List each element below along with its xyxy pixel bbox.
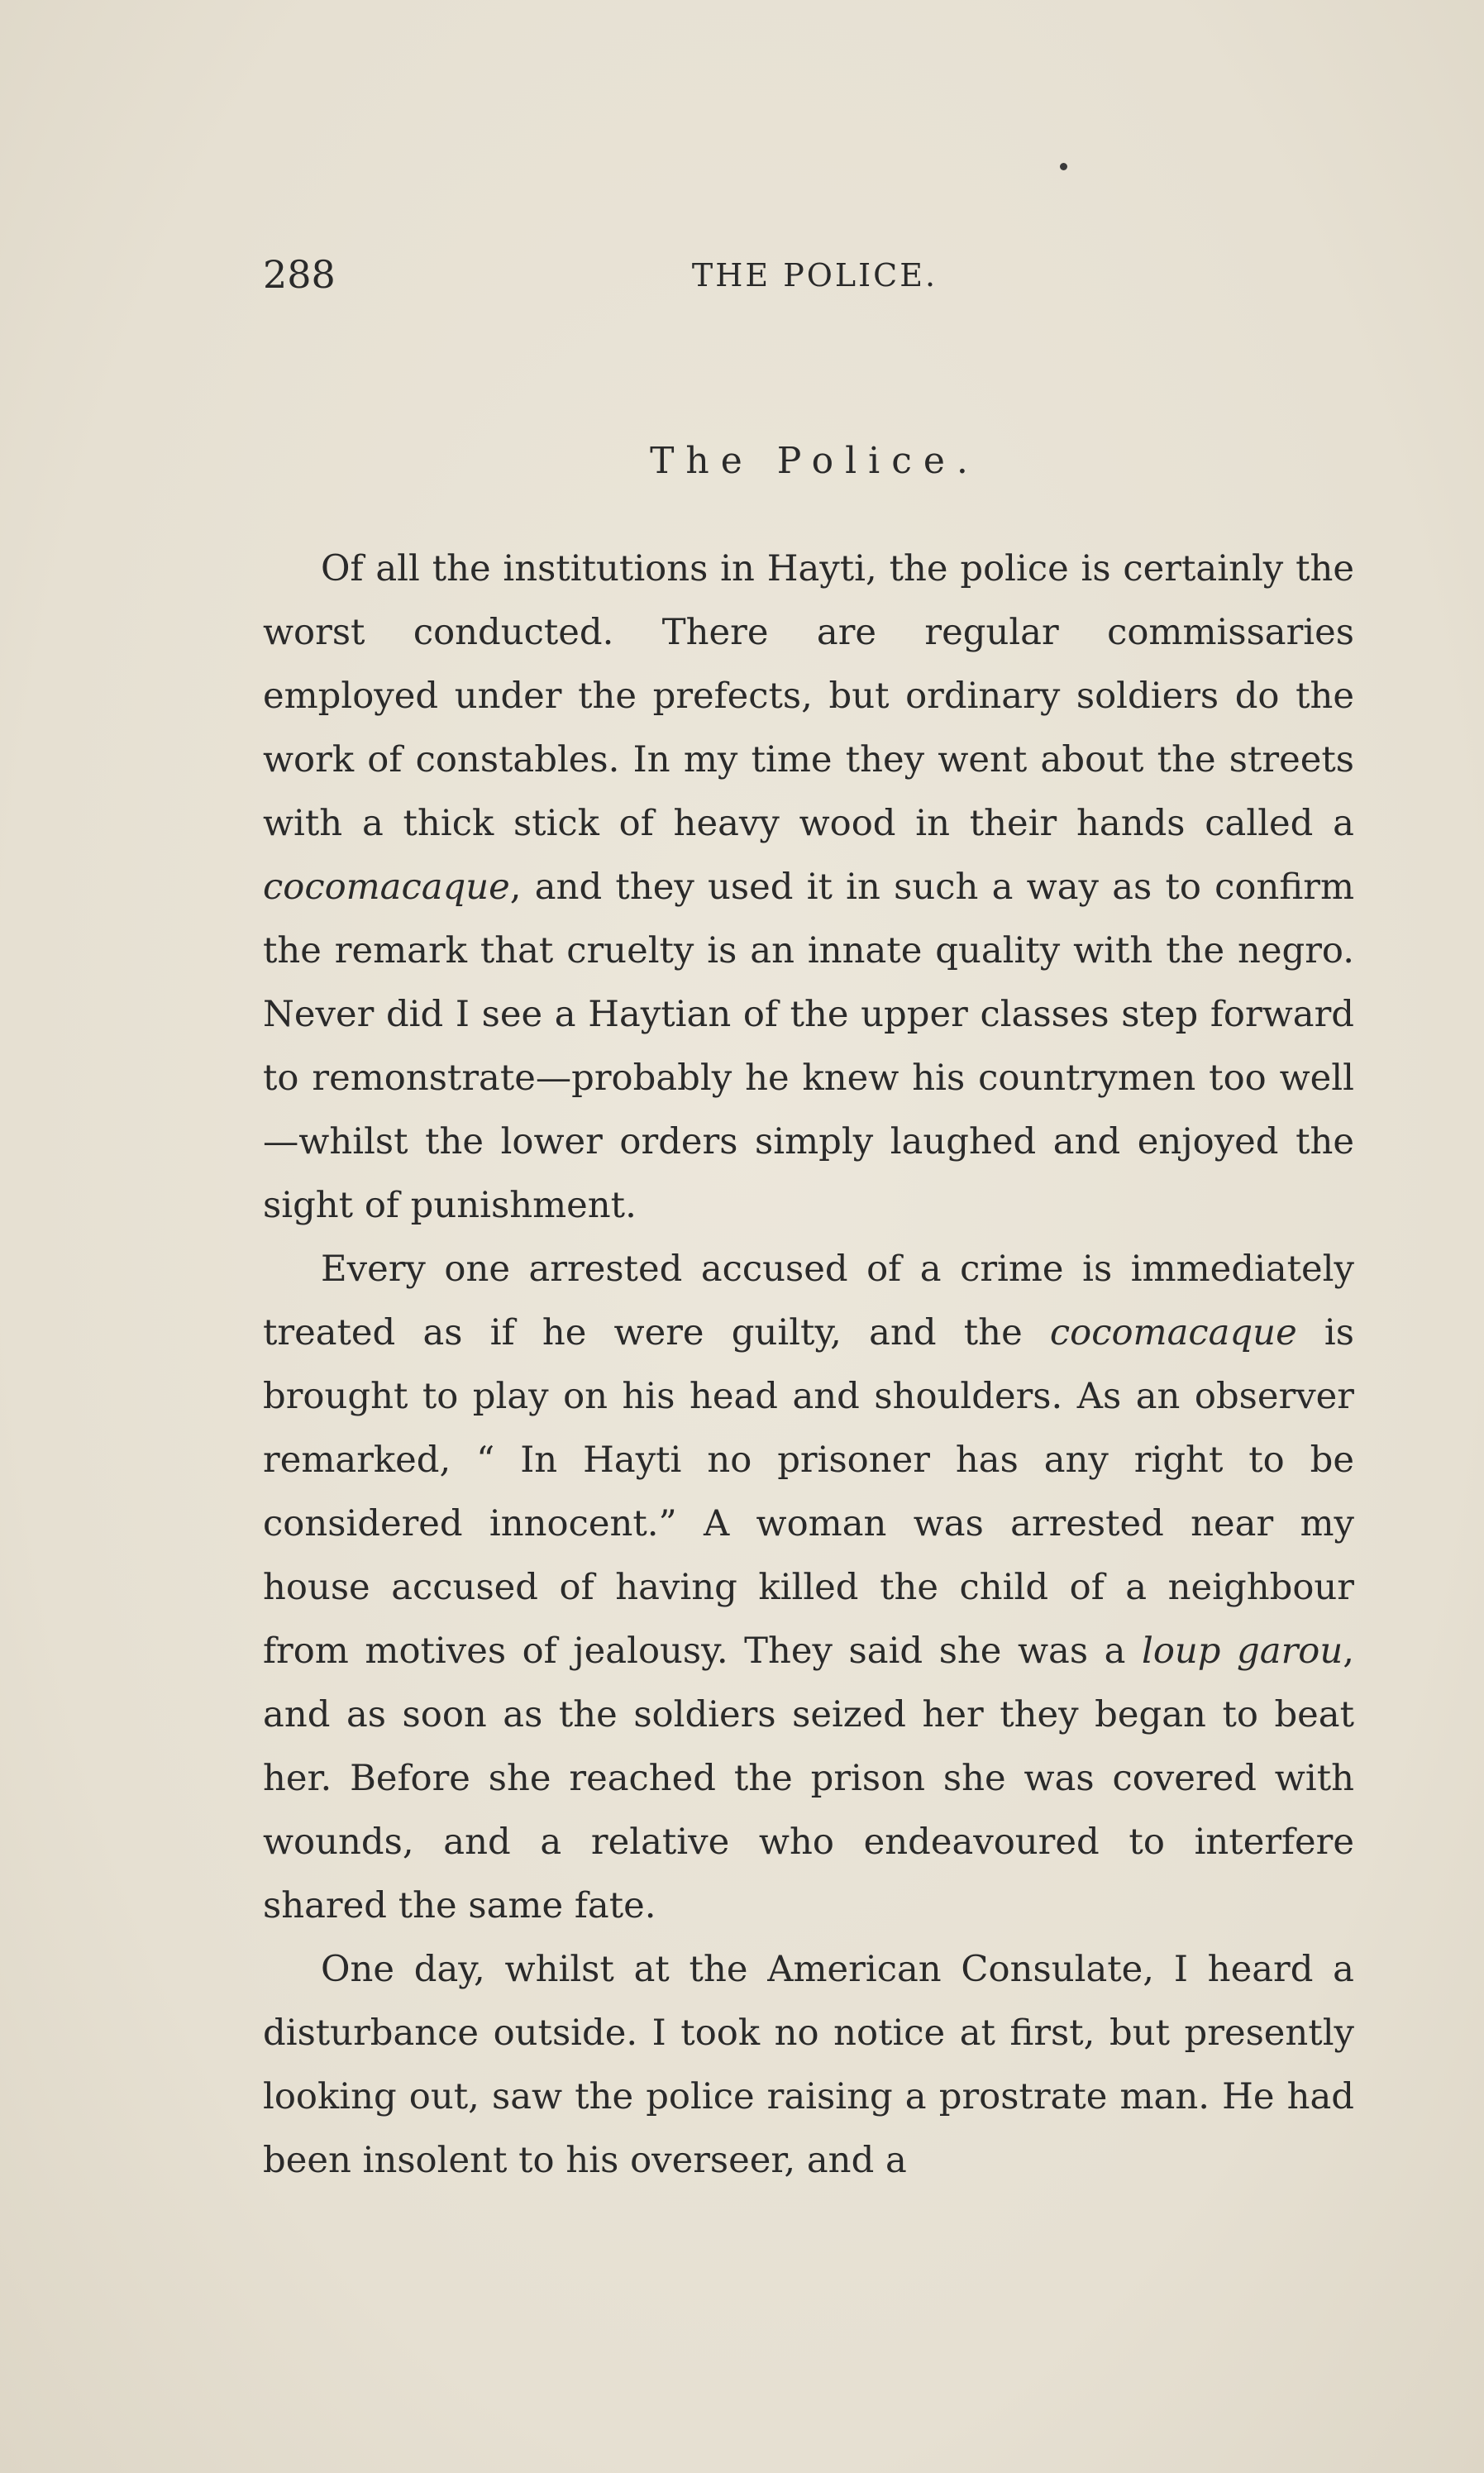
paragraph: [263, 1938, 1354, 2193]
italic-term: cocomacaque: [1049, 1312, 1297, 1353]
page-header: [263, 252, 1367, 302]
page-number: 288: [263, 252, 336, 297]
text-run: One day, whilst at the American Consulate, I heard a disturbance outside. I took no notice at first, but presently looking out, saw the police raising a prostrate man. He had been insolent to his overseer, and a: [263, 1949, 1354, 2181]
italic-term: loup garou: [1141, 1630, 1343, 1672]
text-run: is brought to play on his head and shoulders. As an observer remarked, “ In Hayti no prisoner has any right to be considered innocent.” A woman was arrested near my house accused of having killed the child of a neighbour from motives of jealousy. They said she was a: [263, 1312, 1354, 1672]
italic-term: cocomacaque: [263, 867, 510, 908]
text-run: Every one arrested accused of a crime is immediately treated as if he were guilty, and the: [263, 1248, 1354, 1353]
text-run: Of all the institutions in Hayti, the police is certainly the worst conducted. There are regular commissaries employed under the prefects, but ordinary soldiers do the work of constables. In my time they went about the streets with a thick stick of heavy wood in their hands called a: [263, 548, 1354, 844]
paragraph: [263, 1238, 1354, 1938]
body-text: [263, 537, 1354, 2193]
text-run: , and as soon as the soldiers seized her they began to beat her. Before she reached the prison she was covered with wounds, and a relative who endeavoured to interfere shared the same fate.: [263, 1630, 1354, 1926]
running-head: THE POLICE.: [691, 257, 938, 294]
text-run: , and they used it in such a way as to confirm the remark that cruelty is an innate quality with the negro. Never did I see a Haytian of the upper classes step forward to remonstrate—probably he knew his countrymen too well—whilst the lower orders simply laughed and enjoyed the sight of punishment.: [263, 867, 1354, 1226]
paragraph: [263, 537, 1354, 1238]
section-title: The Police.: [650, 440, 980, 482]
ink-speck: [1060, 163, 1067, 170]
